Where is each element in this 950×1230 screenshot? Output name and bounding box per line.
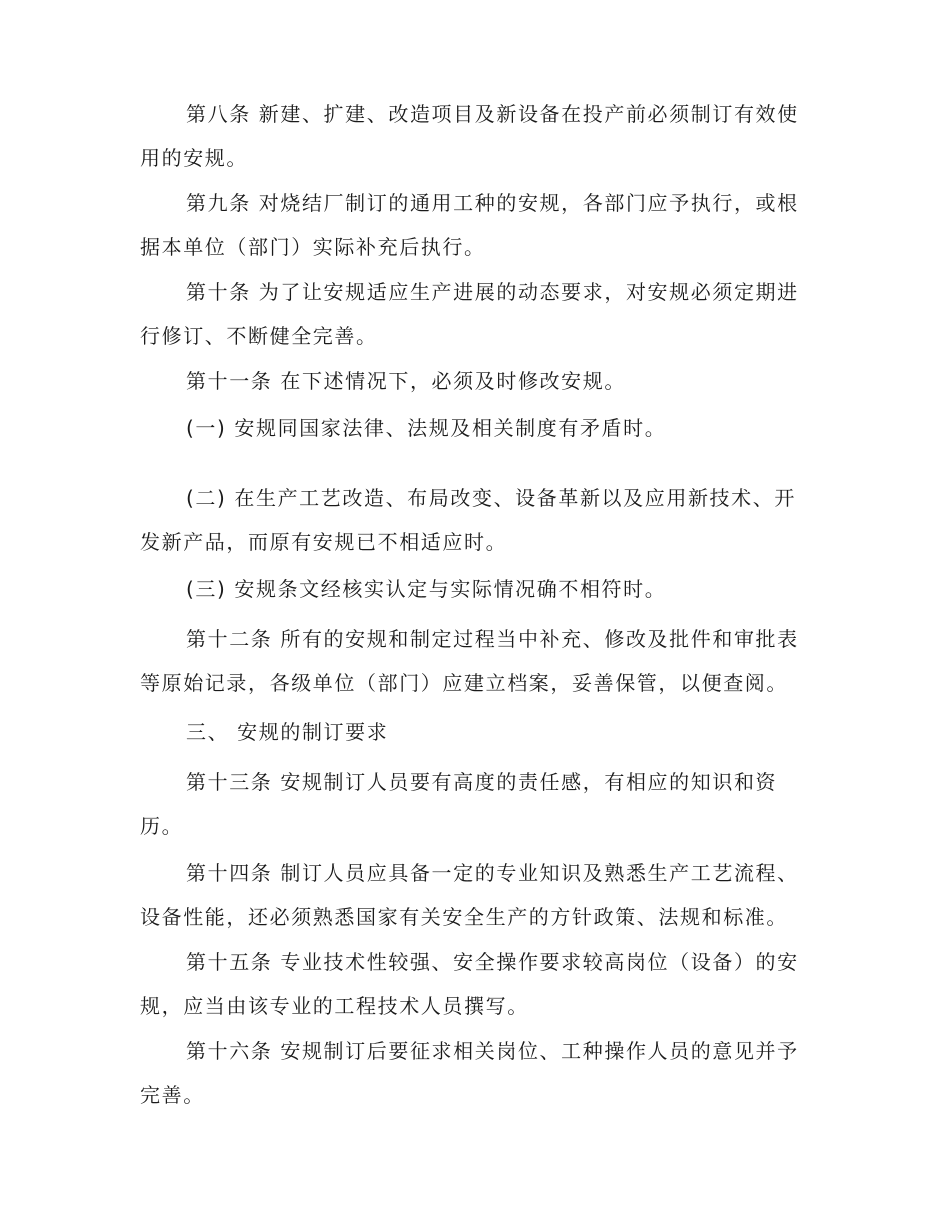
article-14-paragraph: 第十四条 制订人员应具备一定的专业知识及熟悉生产工艺流程、设备性能，还必须熟悉国家有关安全生产的方针政策、法规和标准。 <box>140 861 799 929</box>
article-15-paragraph: 第十五条 专业技术性较强、安全操作要求较高岗位（设备）的安规，应当由该专业的工程技术人员撰写。 <box>140 950 799 1018</box>
item-3-paragraph: (三) 安规条文经核实认定与实际情况确不相符时。 <box>186 577 667 601</box>
article-9-paragraph: 第九条 对烧结厂制订的通用工种的安规，各部门应予执行，或根据本单位（部门）实际补充后执行。 <box>140 191 799 259</box>
item-2-paragraph: (二) 在生产工艺改造、布局改变、设备革新以及应用新技术、开发新产品，而原有安规已不相适应时。 <box>140 486 796 554</box>
article-10-paragraph: 第十条 为了让安规适应生产进展的动态要求，对安规必须定期进行修订、不断健全完善。 <box>140 280 799 348</box>
article-12-paragraph: 第十二条 所有的安规和制定过程当中补充、修改及批件和审批表等原始记录，各级单位（部门）应建立档案，妥善保管，以便查阅。 <box>140 627 799 695</box>
article-11-paragraph: 第十一条 在下述情况下，必须及时修改安规。 <box>186 369 626 393</box>
article-13-paragraph: 第十三条 安规制订人员要有高度的责任感，有相应的知识和资历。 <box>140 770 778 838</box>
item-1-paragraph: (一) 安规同国家法律、法规及相关制度有矛盾时。 <box>186 416 667 440</box>
article-8-paragraph: 第八条 新建、扩建、改造项目及新设备在投产前必须制订有效使用的安规。 <box>140 102 799 170</box>
section-3-heading: 三、 安规的制订要求 <box>186 720 389 744</box>
article-16-paragraph: 第十六条 安规制订后要征求相关岗位、工种操作人员的意见并予完善。 <box>140 1039 799 1107</box>
